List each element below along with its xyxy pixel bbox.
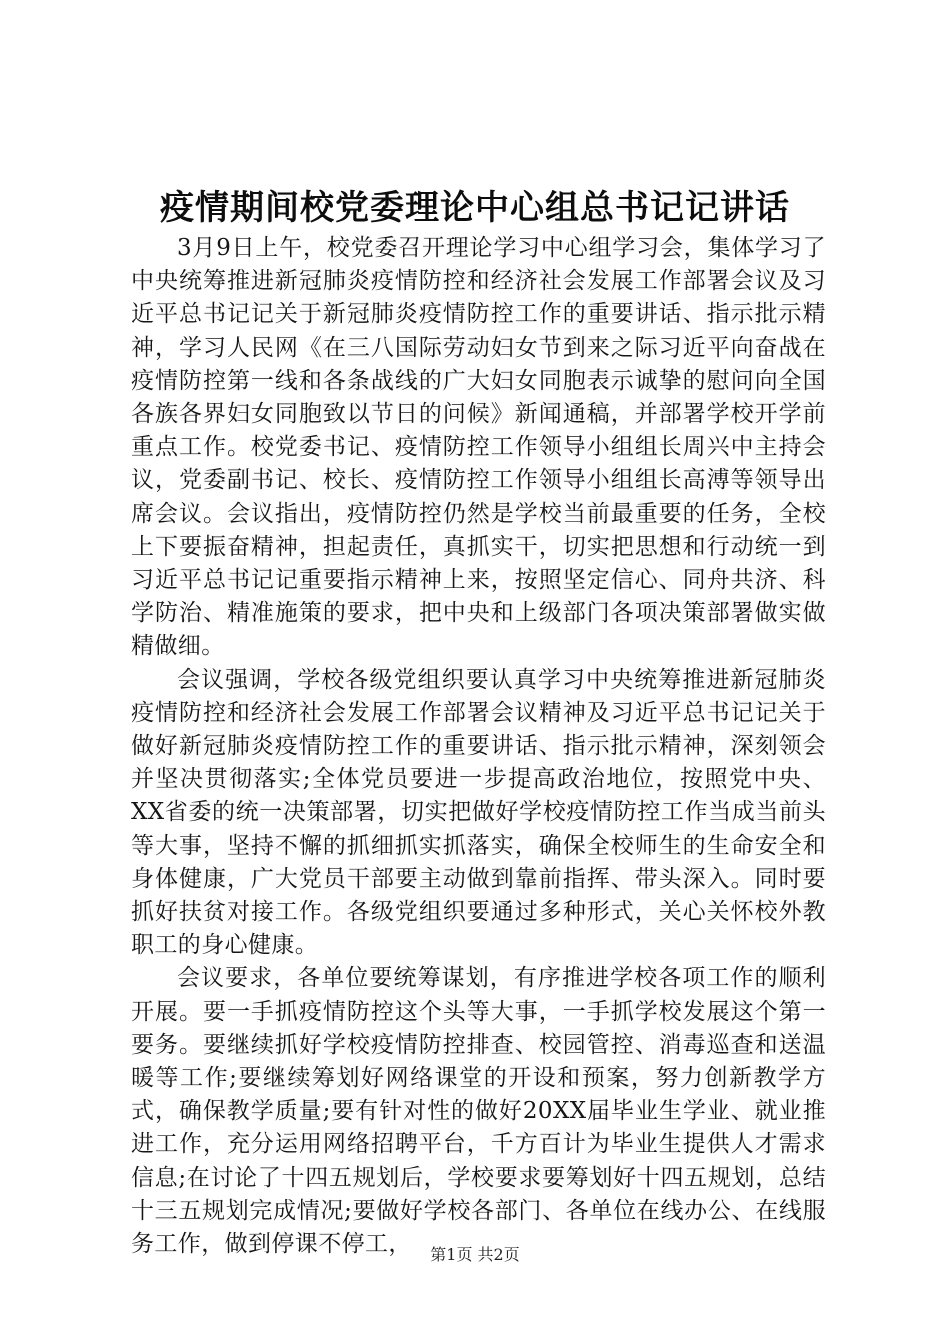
- document-title: 疫情期间校党委理论中心组总书记记讲话: [160, 188, 790, 228]
- paragraph-3: 会议要求，各单位要统筹谋划，有序推进学校各项工作的顺利开展。要一手抓疫情防控这个头等大事，一手抓学校发展这个第一要务。要继续抓好学校疫情防控排查、校园管控、消毒巡查和送温暖等工作;要继续筹划好网络课堂的开设和预案，努力创新教学方式，确保教学质量;要有针对性的做好20XX届毕业生学业、就业推进工作，充分运用网络招聘平台，千方百计为毕业生提供人才需求信息;在讨论了十四五规划后，学校要求要筹划好十四五规划，总结十三五规划完成情况;要做好学校各部门、各单位在线办公、在线服务工作，做到停课不停工，: [131, 965, 826, 1258]
- page-footer: 第1页 共2页: [430, 1245, 520, 1264]
- paragraph-1: 3月9日上午，校党委召开理论学习中心组学习会，集体学习了中央统筹推进新冠肺炎疫情防控和经济社会发展工作部署会议及习近平总书记记关于新冠肺炎疫情防控工作的重要讲话、指示批示精神，学习人民网《在三八国际劳动妇女节到来之际习近平向奋战在疫情防控第一线和各条战线的广大妇女同胞表示诚挚的慰问向全国各族各界妇女同胞致以节日的问候》新闻通稿，并部署学校开学前重点工作。校党委书记、疫情防控工作领导小组组长周兴中主持会议，党委副书记、校长、疫情防控工作领导小组组长高溥等领导出席会议。会议指出，疫情防控仍然是学校当前最重要的任务，全校上下要振奋精神，担起责任，真抓实干，切实把思想和行动统一到习近平总书记记重要指示精神上来，按照坚定信心、同舟共济、科学防治、精准施策的要求，把中央和上级部门各项决策部署做实做精做细。: [131, 235, 826, 660]
- paragraph-2: 会议强调，学校各级党组织要认真学习中央统筹推进新冠肺炎疫情防控和经济社会发展工作部署会议精神及习近平总书记记关于做好新冠肺炎疫情防控工作的重要讲话、指示批示精神，深刻领会并坚决贯彻落实;全体党员要进一步提高政治地位，按照党中央、XX省委的统一决策部署，切实把做好学校疫情防控工作当成当前头等大事，坚持不懈的抓细抓实抓落实，确保全校师生的生命安全和身体健康，广大党员干部要主动做到靠前指挥、带头深入。同时要抓好扶贫对接工作。各级党组织要通过多种形式，关心关怀校外教职工的身心健康。: [131, 666, 826, 959]
- document-body: [131, 232, 826, 1261]
